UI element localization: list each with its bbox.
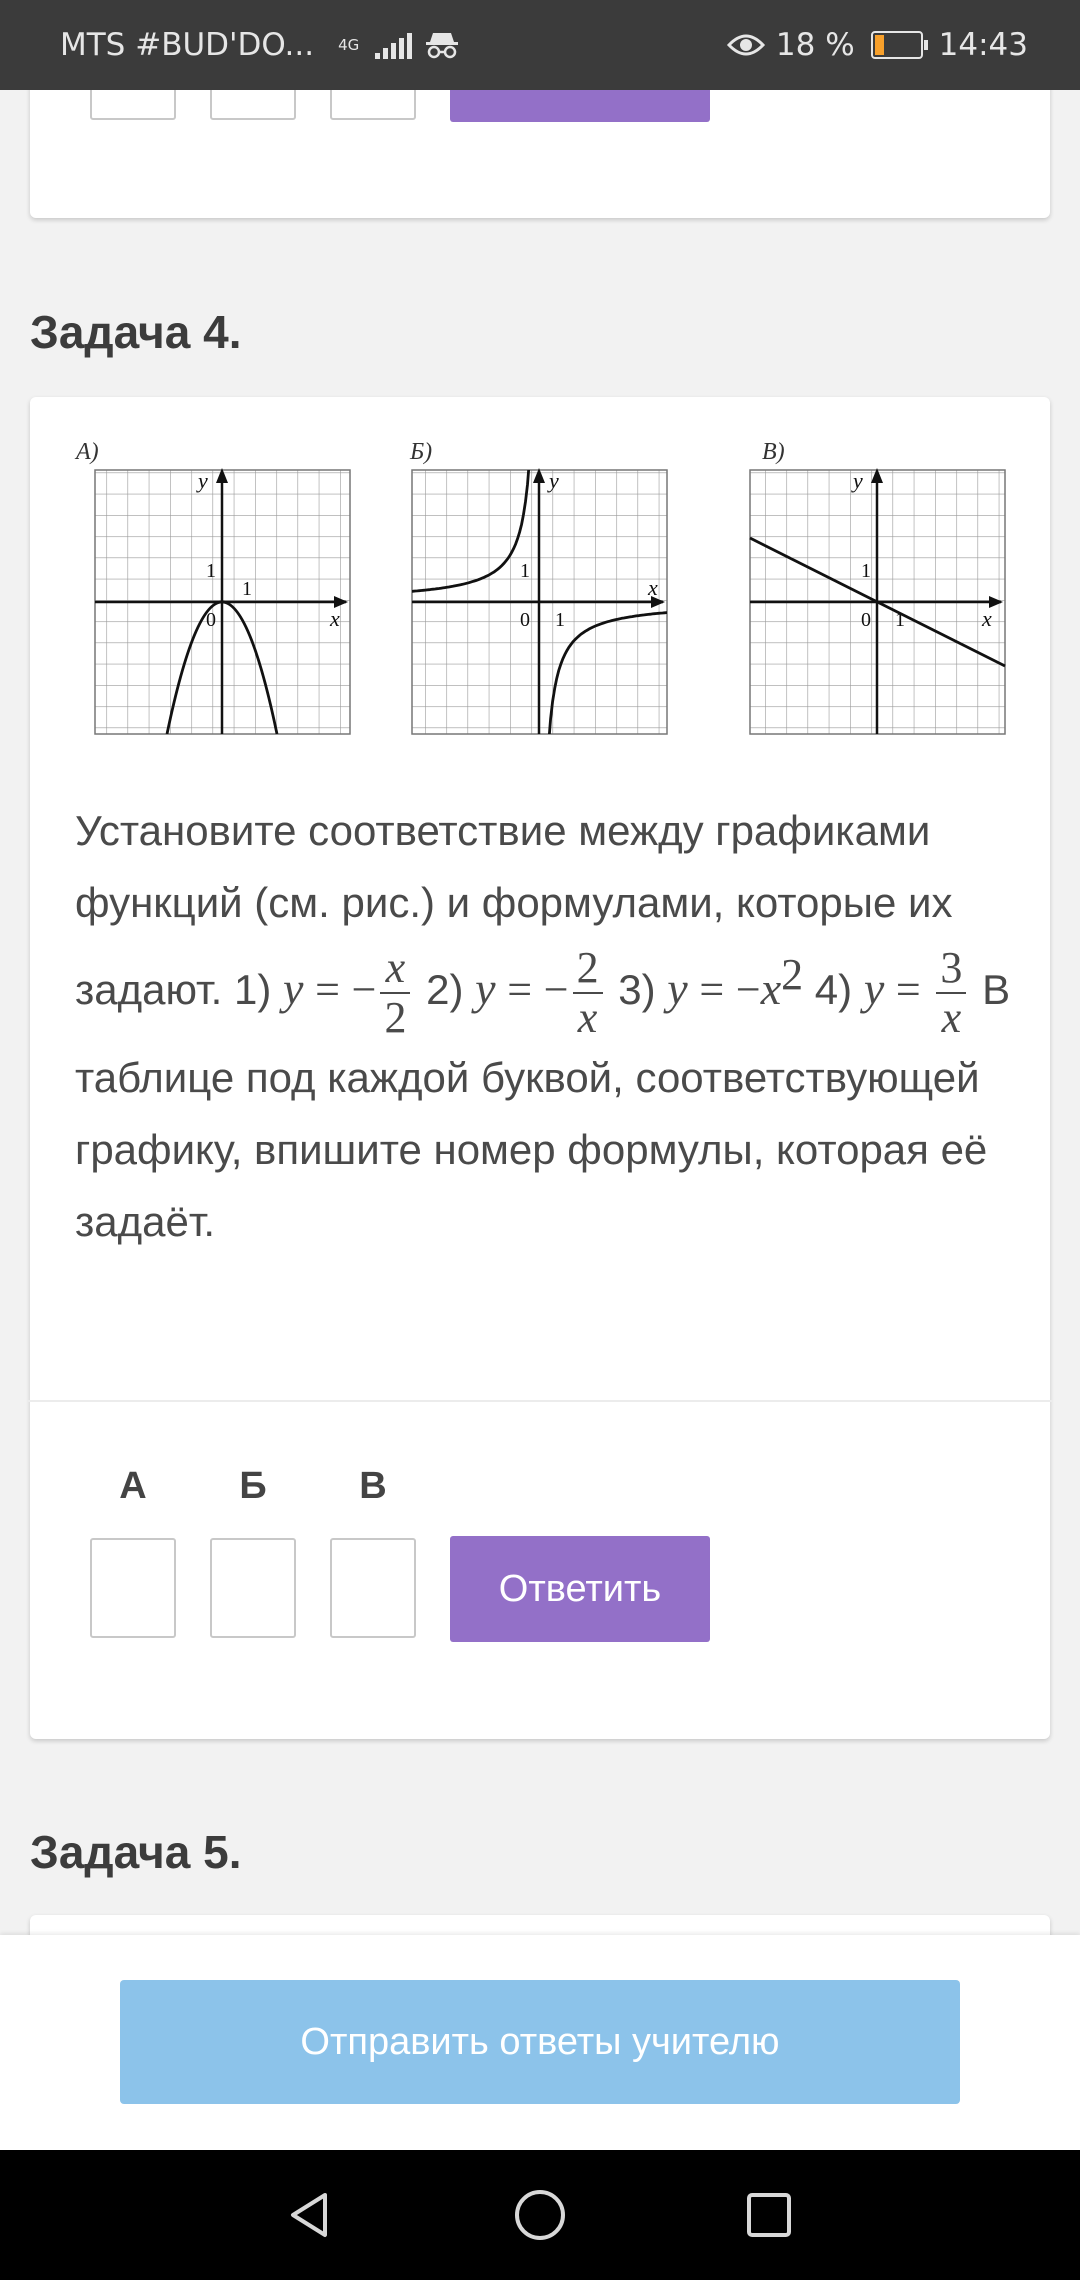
battery-percent: 18 % xyxy=(775,27,855,63)
carrier-name: MTS #BUD'DO... xyxy=(60,27,315,63)
graph-b xyxy=(409,439,671,744)
graph-a xyxy=(74,439,350,734)
task-5-heading: Задача 5. xyxy=(30,1826,242,1878)
minus-sign: − xyxy=(351,965,377,1014)
graph-c-label: В) xyxy=(762,439,785,465)
formula-1-fraction xyxy=(380,944,410,1042)
clock: 14:43 xyxy=(938,27,1028,63)
answer-label-v: В xyxy=(359,1465,387,1507)
network-type: 4G xyxy=(338,35,360,54)
graph-a-one-y: 1 xyxy=(206,560,216,582)
home-icon xyxy=(513,2188,567,2242)
formula-1-number: 1) xyxy=(233,966,272,1013)
graph-b-x-label: x xyxy=(648,575,658,600)
minus-sign: − xyxy=(543,965,569,1014)
graph-a-x-label: x xyxy=(330,606,340,631)
graph-c-one-x: 1 xyxy=(895,609,905,631)
graph-c-one-y: 1 xyxy=(861,560,871,582)
formula-1-denominator: 2 xyxy=(384,992,407,1042)
answer-input-b[interactable] xyxy=(210,1538,296,1638)
answer-input-v[interactable] xyxy=(330,1538,416,1638)
formula-1-numerator: x xyxy=(380,944,410,994)
formula-2-denominator: x xyxy=(577,992,598,1042)
home-button[interactable] xyxy=(513,2150,567,2280)
back-button[interactable] xyxy=(285,2150,335,2280)
back-icon xyxy=(285,2190,335,2240)
system-nav-bar xyxy=(0,2150,1080,2280)
formula-4-numerator: 3 xyxy=(936,944,966,994)
graph-c-origin: 0 xyxy=(861,609,871,631)
battery-icon xyxy=(871,31,923,59)
graph-b-label: Б) xyxy=(410,439,433,465)
equals-sign: = xyxy=(507,965,533,1014)
formula-2-y: y xyxy=(475,963,496,1014)
incognito-icon xyxy=(424,30,460,60)
eye-comfort-icon xyxy=(726,31,766,59)
formula-2-numerator: 2 xyxy=(573,944,603,994)
send-to-teacher-button[interactable]: Отправить ответы учителю xyxy=(120,1980,960,2104)
formula-4-y: y xyxy=(863,963,885,1014)
graph-b-one-x: 1 xyxy=(555,609,565,631)
formula-3-number: 3) xyxy=(618,966,656,1013)
signal-icon xyxy=(375,31,412,59)
answer-button[interactable]: Ответить xyxy=(450,1536,710,1642)
answer-label-b: Б xyxy=(239,1465,267,1507)
graph-a-label: А) xyxy=(76,439,99,465)
formula-3-x: x xyxy=(760,963,782,1014)
recents-button[interactable] xyxy=(745,2150,793,2280)
formula-3-y: y xyxy=(667,963,688,1014)
graph-b-one-y: 1 xyxy=(520,560,530,582)
graph-b-origin: 0 xyxy=(520,609,530,631)
graph-a-one-x: 1 xyxy=(242,578,252,600)
task-4-heading: Задача 4. xyxy=(30,306,242,358)
answer-input-a[interactable] xyxy=(90,1538,176,1638)
graph-a-origin: 0 xyxy=(206,609,216,631)
bottom-action-bar xyxy=(0,1935,1080,2150)
formula-2-fraction xyxy=(573,944,603,1042)
task-instructions: В таблице под каждой буквой, соответствующей графику, впишите номер формулы, которая её задаёт. xyxy=(75,966,1011,1245)
equals-sign: = xyxy=(315,965,340,1014)
formula-2-number: 2) xyxy=(426,966,464,1013)
formula-4-denominator: x xyxy=(941,992,962,1042)
graph-a-y-label: y xyxy=(198,468,208,493)
formula-3-exponent: 2 xyxy=(781,950,804,999)
formula-4-number: 4) xyxy=(814,966,853,1013)
graph-c-y-label: y xyxy=(853,468,863,493)
task-4-text xyxy=(75,795,1015,1258)
function-graphs xyxy=(0,430,1080,750)
minus-sign: − xyxy=(735,965,761,1014)
equals-sign: = xyxy=(699,965,725,1014)
graph-c xyxy=(750,439,1005,734)
formula-1-y: y xyxy=(283,963,304,1014)
formula-4-fraction xyxy=(936,944,966,1042)
graph-b-y-label: y xyxy=(549,468,559,493)
equals-sign: = xyxy=(895,965,921,1014)
answer-label-a: А xyxy=(119,1465,147,1507)
card-divider xyxy=(28,1400,1052,1402)
task-intro: Установите соответствие между графиками функций (см. рис.) и формулами, которые их задают. xyxy=(75,807,953,1013)
recents-icon xyxy=(745,2191,793,2239)
graph-c-x-label: x xyxy=(982,606,992,631)
status-bar xyxy=(0,0,1080,90)
